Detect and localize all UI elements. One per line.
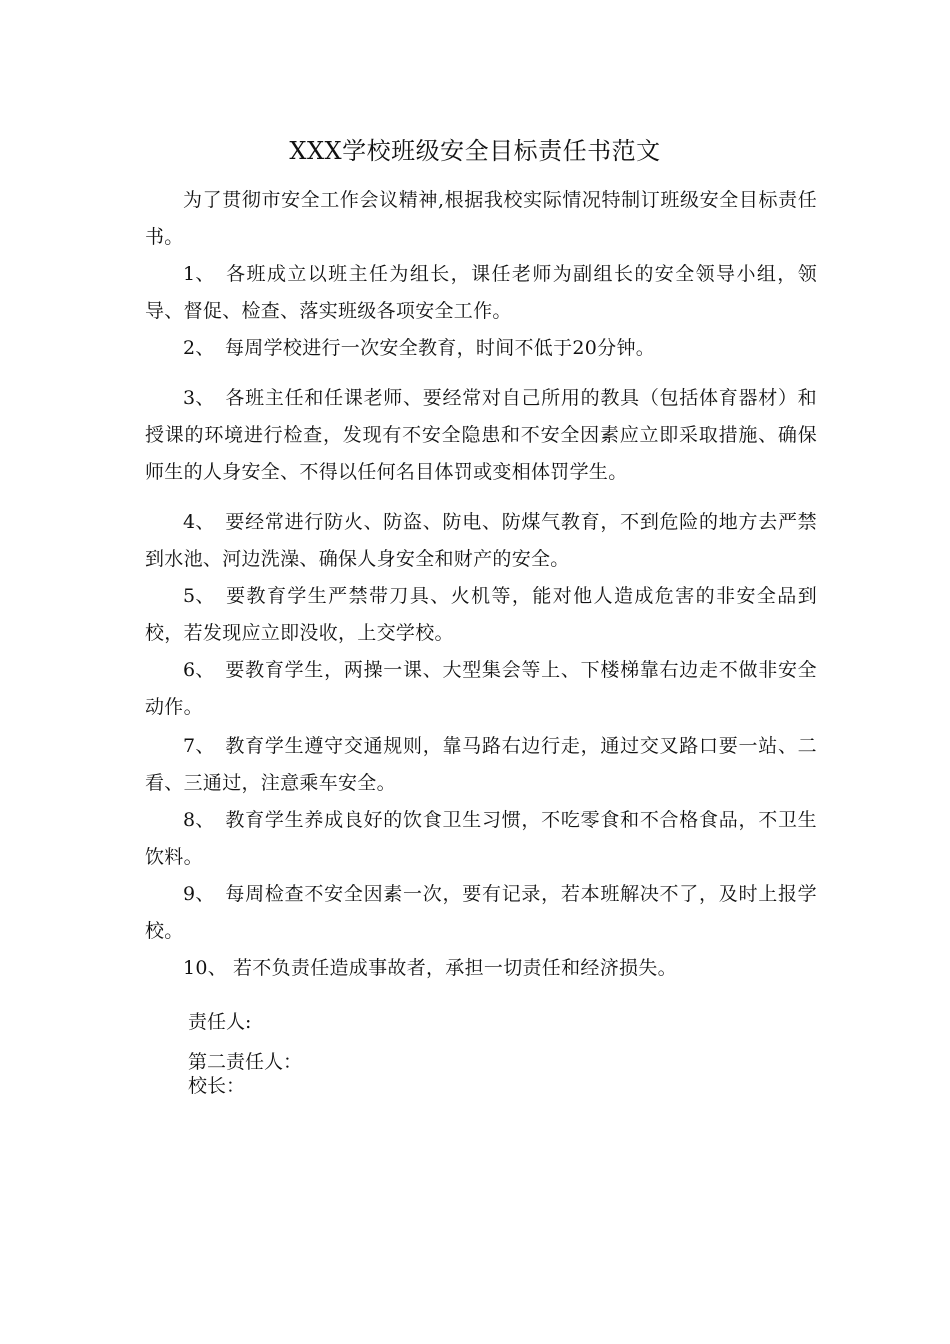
item-number: 2、 [183,337,215,359]
list-item [145,652,817,726]
list-item [145,578,817,652]
item-number: 4、 [183,511,215,533]
item-number: 3、 [183,387,215,409]
document-title: XXX学校班级安全目标责任书范文 [289,137,661,165]
item-text: 教育学生遵守交通规则，靠马路右边行走，通过交叉路口要一站、二看、三通过，注意乘车安全。 [145,735,817,794]
item-text: 教育学生养成良好的饮食卫生习惯，不吃零食和不合格食品，不卫生饮料。 [145,809,817,868]
signature-principal: 校长： [188,1075,246,1097]
item-number: 6、 [183,659,215,681]
signature-person: 责任人: [188,1011,252,1033]
item-number: 9、 [183,883,215,905]
item-number: 5、 [183,585,215,607]
list-item [145,802,817,876]
item-text: 要经常进行防火、防盗、防电、防煤气教育，不到危险的地方去严禁到水池、河边洗澡、确保人身安全和财产的安全。 [145,511,817,570]
item-text: 若不负责任造成事故者，承担一切责任和经济损失。 [233,957,677,979]
list-item [145,950,817,987]
signature-second-person: 第二责任人： [188,1051,303,1073]
item-text: 各班成立以班主任为组长，课任老师为副组长的安全领导小组，领导、督促、检查、落实班级各项安全工作。 [145,263,817,322]
item-number: 7、 [183,735,215,757]
list-item [145,728,817,802]
list-item [145,256,817,330]
item-text: 要教育学生严禁带刀具、火机等，能对他人造成危害的非安全品到校，若发现应立即没收，上交学校。 [145,585,817,644]
item-text: 每周检查不安全因素一次，要有记录，若本班解决不了，及时上报学校。 [145,883,817,942]
list-item [145,504,817,578]
list-item [145,380,817,491]
item-number: 8、 [183,809,215,831]
item-text: 要教育学生，两操一课、大型集会等上、下楼梯靠右边走不做非安全动作。 [145,659,817,718]
intro-paragraph: 为了贯彻市安全工作会议精神,根据我校实际情况特制订班级安全目标责任书。 [145,189,817,248]
item-number: 1、 [183,263,215,285]
list-item [145,330,817,367]
list-item [145,876,817,950]
item-text: 各班主任和任课老师、要经常对自己所用的教具（包括体育器材）和授课的环境进行检查，发现有不安全隐患和不安全因素应立即采取措施、确保师生的人身安全、不得以任何名目体罚或变相体罚学生。 [145,387,817,483]
item-text: 每周学校进行一次安全教育，时间不低于20分钟。 [225,337,656,359]
item-number: 10、 [183,957,228,979]
